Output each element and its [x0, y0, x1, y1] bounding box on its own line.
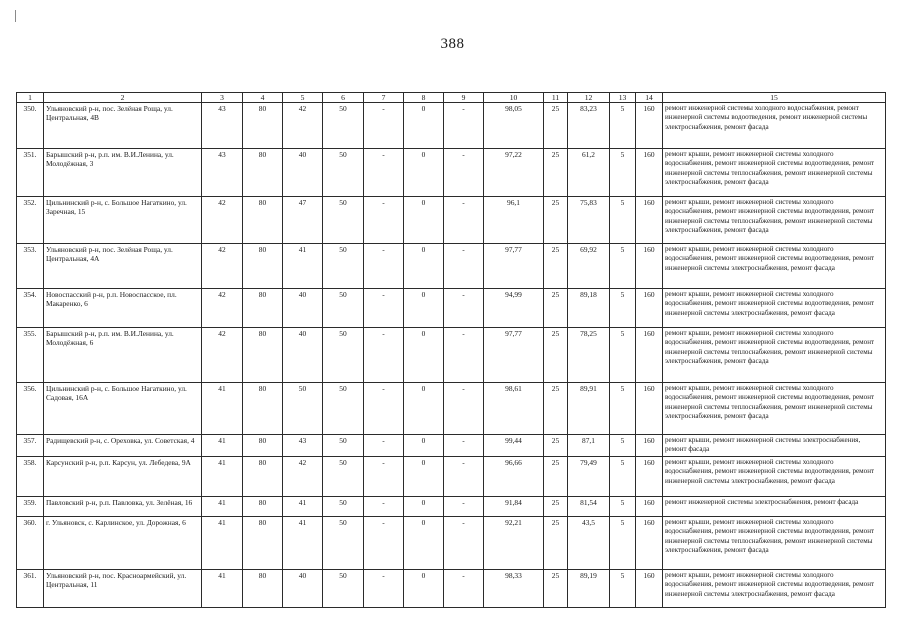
address-cell: Барышский р-н, р.п. им. В.И.Ленина, ул. Молодёжная, 3	[44, 149, 202, 197]
address-cell: Ульяновский р-н, пос. Зелёная Роща, ул. Центральная, 4А	[44, 244, 202, 289]
col-4-cell: 80	[243, 383, 283, 435]
repair-works-cell: ремонт крыши, ремонт инженерной системы холодного водоснабжения, ремонт инженерной системы водоотведения, ремонт инженерной системы теплоснабжения, ремонт инженерной системы электроснабжения, ремонт фасада	[663, 328, 886, 383]
col-3-cell: 42	[202, 289, 243, 328]
col-8-cell: 0	[404, 569, 444, 607]
col-7-cell: -	[364, 289, 404, 328]
col-10-cell: 97,77	[484, 244, 544, 289]
col-11-cell: 25	[544, 435, 568, 457]
row-number-cell: 361.	[17, 569, 44, 607]
col-5-cell: 41	[283, 516, 323, 569]
repair-works-cell: ремонт крыши, ремонт инженерной системы холодного водоснабжения, ремонт инженерной системы водоотведения, ремонт инженерной системы электроснабжения, ремонт фасада	[663, 289, 886, 328]
col-10-cell: 92,21	[484, 516, 544, 569]
table-row	[17, 149, 886, 197]
col-5-cell: 42	[283, 456, 323, 496]
scan-corner-mark	[15, 10, 16, 22]
col-9-cell: -	[444, 435, 484, 457]
col-13-cell: 5	[610, 289, 636, 328]
col-14-cell: 160	[636, 435, 663, 457]
col-9-cell: -	[444, 103, 484, 149]
col-3-cell: 43	[202, 103, 243, 149]
repair-works-cell: ремонт крыши, ремонт инженерной системы холодного водоснабжения, ремонт инженерной системы водоотведения, ремонт инженерной системы электроснабжения, ремонт фасада	[663, 244, 886, 289]
address-cell: Павловский р-н, р.п. Павловка, ул. Зелёная, 16	[44, 496, 202, 516]
address-cell: Цильнинский р-н, с. Большое Нагаткино, ул. Заречная, 15	[44, 197, 202, 244]
col-10-cell: 99,44	[484, 435, 544, 457]
col-11-cell: 25	[544, 149, 568, 197]
col-9-cell: -	[444, 289, 484, 328]
col-10-cell: 94,99	[484, 289, 544, 328]
col-4-cell: 80	[243, 197, 283, 244]
col-8-cell: 0	[404, 149, 444, 197]
col-7-cell: -	[364, 328, 404, 383]
col-4-cell: 80	[243, 569, 283, 607]
col-13-cell: 5	[610, 456, 636, 496]
col-7-cell: -	[364, 103, 404, 149]
row-number-cell: 354.	[17, 289, 44, 328]
column-header-12: 12	[568, 93, 610, 103]
col-12-cell: 78,25	[568, 328, 610, 383]
table-header	[17, 93, 886, 103]
col-14-cell: 160	[636, 103, 663, 149]
col-4-cell: 80	[243, 103, 283, 149]
repair-works-cell: ремонт крыши, ремонт инженерной системы холодного водоснабжения, ремонт инженерной системы водоотведения, ремонт инженерной системы теплоснабжения, ремонт инженерной системы электроснабжения, ремонт фасада	[663, 149, 886, 197]
column-header-2: 2	[44, 93, 202, 103]
col-5-cell: 40	[283, 328, 323, 383]
row-number-cell: 353.	[17, 244, 44, 289]
table-row	[17, 496, 886, 516]
col-13-cell: 5	[610, 435, 636, 457]
col-5-cell: 40	[283, 149, 323, 197]
col-13-cell: 5	[610, 496, 636, 516]
repair-works-cell: ремонт крыши, ремонт инженерной системы холодного водоснабжения, ремонт инженерной системы водоотведения, ремонт инженерной системы теплоснабжения, ремонт инженерной системы электроснабжения, ремонт фасада	[663, 383, 886, 435]
row-number-cell: 357.	[17, 435, 44, 457]
col-12-cell: 89,19	[568, 569, 610, 607]
col-11-cell: 25	[544, 103, 568, 149]
table-body	[17, 103, 886, 608]
col-12-cell: 79,49	[568, 456, 610, 496]
table-row	[17, 383, 886, 435]
col-9-cell: -	[444, 516, 484, 569]
col-12-cell: 69,92	[568, 244, 610, 289]
col-5-cell: 40	[283, 289, 323, 328]
address-cell: Новоспасский р-н, р.п. Новоспасское, пл. Макаренко, 6	[44, 289, 202, 328]
col-3-cell: 41	[202, 435, 243, 457]
col-8-cell: 0	[404, 244, 444, 289]
row-number-cell: 355.	[17, 328, 44, 383]
table-row	[17, 456, 886, 496]
col-9-cell: -	[444, 197, 484, 244]
col-6-cell: 50	[323, 289, 364, 328]
address-cell: Радищевский р-н, с. Ореховка, ул. Советская, 4	[44, 435, 202, 457]
col-11-cell: 25	[544, 383, 568, 435]
col-10-cell: 97,77	[484, 328, 544, 383]
column-header-8: 8	[404, 93, 444, 103]
col-5-cell: 43	[283, 435, 323, 457]
row-number-cell: 359.	[17, 496, 44, 516]
col-7-cell: -	[364, 569, 404, 607]
col-7-cell: -	[364, 435, 404, 457]
col-9-cell: -	[444, 244, 484, 289]
col-8-cell: 0	[404, 456, 444, 496]
col-7-cell: -	[364, 496, 404, 516]
col-6-cell: 50	[323, 383, 364, 435]
col-9-cell: -	[444, 456, 484, 496]
col-3-cell: 41	[202, 569, 243, 607]
col-3-cell: 41	[202, 456, 243, 496]
col-8-cell: 0	[404, 496, 444, 516]
col-14-cell: 160	[636, 456, 663, 496]
col-12-cell: 89,18	[568, 289, 610, 328]
col-5-cell: 41	[283, 244, 323, 289]
col-6-cell: 50	[323, 456, 364, 496]
col-9-cell: -	[444, 569, 484, 607]
address-cell: Барышский р-н, р.п. им. В.И.Ленина, ул. Молодёжная, 6	[44, 328, 202, 383]
col-12-cell: 61,2	[568, 149, 610, 197]
col-13-cell: 5	[610, 244, 636, 289]
col-4-cell: 80	[243, 516, 283, 569]
col-14-cell: 160	[636, 328, 663, 383]
col-8-cell: 0	[404, 383, 444, 435]
col-6-cell: 50	[323, 103, 364, 149]
column-header-7: 7	[364, 93, 404, 103]
col-7-cell: -	[364, 149, 404, 197]
column-header-14: 14	[636, 93, 663, 103]
col-9-cell: -	[444, 328, 484, 383]
col-5-cell: 50	[283, 383, 323, 435]
col-14-cell: 160	[636, 496, 663, 516]
address-cell: Ульяновский р-н, пос. Красноармейский, ул. Центральная, 11	[44, 569, 202, 607]
col-7-cell: -	[364, 383, 404, 435]
column-number-row	[17, 93, 886, 103]
col-3-cell: 42	[202, 197, 243, 244]
col-11-cell: 25	[544, 289, 568, 328]
row-number-cell: 358.	[17, 456, 44, 496]
table-row	[17, 328, 886, 383]
col-6-cell: 50	[323, 149, 364, 197]
col-3-cell: 41	[202, 383, 243, 435]
col-11-cell: 25	[544, 516, 568, 569]
col-4-cell: 80	[243, 496, 283, 516]
column-header-13: 13	[610, 93, 636, 103]
col-11-cell: 25	[544, 496, 568, 516]
col-9-cell: -	[444, 496, 484, 516]
col-9-cell: -	[444, 383, 484, 435]
col-14-cell: 160	[636, 516, 663, 569]
address-cell: г. Ульяновск, с. Карлинское, ул. Дорожная, 6	[44, 516, 202, 569]
col-11-cell: 25	[544, 197, 568, 244]
repair-works-cell: ремонт крыши, ремонт инженерной системы холодного водоснабжения, ремонт инженерной системы водоотведения, ремонт инженерной системы электроснабжения, ремонт фасада	[663, 456, 886, 496]
col-12-cell: 87,1	[568, 435, 610, 457]
col-6-cell: 50	[323, 516, 364, 569]
col-7-cell: -	[364, 244, 404, 289]
col-11-cell: 25	[544, 456, 568, 496]
row-number-cell: 356.	[17, 383, 44, 435]
col-4-cell: 80	[243, 149, 283, 197]
col-13-cell: 5	[610, 197, 636, 244]
col-12-cell: 83,23	[568, 103, 610, 149]
col-10-cell: 98,33	[484, 569, 544, 607]
col-12-cell: 75,83	[568, 197, 610, 244]
col-12-cell: 81,54	[568, 496, 610, 516]
row-number-cell: 350.	[17, 103, 44, 149]
col-5-cell: 41	[283, 496, 323, 516]
row-number-cell: 351.	[17, 149, 44, 197]
address-cell: Цильнинский р-н, с. Большое Нагаткино, ул. Садовая, 16А	[44, 383, 202, 435]
column-header-6: 6	[323, 93, 364, 103]
row-number-cell: 352.	[17, 197, 44, 244]
col-3-cell: 41	[202, 516, 243, 569]
col-12-cell: 89,91	[568, 383, 610, 435]
col-7-cell: -	[364, 516, 404, 569]
col-8-cell: 0	[404, 516, 444, 569]
col-14-cell: 160	[636, 197, 663, 244]
col-11-cell: 25	[544, 328, 568, 383]
row-number-cell: 360.	[17, 516, 44, 569]
repair-works-cell: ремонт крыши, ремонт инженерной системы холодного водоснабжения, ремонт инженерной системы водоотведения, ремонт инженерной системы теплоснабжения, ремонт инженерной системы электроснабжения, ремонт фасада	[663, 516, 886, 569]
col-13-cell: 5	[610, 569, 636, 607]
col-10-cell: 96,66	[484, 456, 544, 496]
col-6-cell: 50	[323, 435, 364, 457]
column-header-15: 15	[663, 93, 886, 103]
table-row	[17, 244, 886, 289]
housing-repair-table	[16, 92, 886, 608]
col-4-cell: 80	[243, 456, 283, 496]
col-10-cell: 98,61	[484, 383, 544, 435]
repair-works-cell: ремонт крыши, ремонт инженерной системы холодного водоснабжения, ремонт инженерной системы водоотведения, ремонт инженерной системы электроснабжения, ремонт фасада	[663, 569, 886, 607]
repair-works-cell: ремонт инженерной системы электроснабжения, ремонт фасада	[663, 496, 886, 516]
col-5-cell: 40	[283, 569, 323, 607]
col-6-cell: 50	[323, 328, 364, 383]
col-13-cell: 5	[610, 383, 636, 435]
col-5-cell: 42	[283, 103, 323, 149]
column-header-3: 3	[202, 93, 243, 103]
address-cell: Карсунский р-н, р.п. Карсун, ул. Лебедева, 9А	[44, 456, 202, 496]
repair-works-cell: ремонт крыши, ремонт инженерной системы электроснабжения, ремонт фасада	[663, 435, 886, 457]
col-13-cell: 5	[610, 516, 636, 569]
col-14-cell: 160	[636, 244, 663, 289]
col-14-cell: 160	[636, 569, 663, 607]
col-13-cell: 5	[610, 149, 636, 197]
col-14-cell: 160	[636, 383, 663, 435]
col-6-cell: 50	[323, 496, 364, 516]
col-13-cell: 5	[610, 328, 636, 383]
col-6-cell: 50	[323, 244, 364, 289]
col-4-cell: 80	[243, 435, 283, 457]
col-4-cell: 80	[243, 328, 283, 383]
col-8-cell: 0	[404, 103, 444, 149]
col-7-cell: -	[364, 197, 404, 244]
page-number: 388	[440, 36, 465, 52]
table-row	[17, 103, 886, 149]
table-row	[17, 289, 886, 328]
col-11-cell: 25	[544, 244, 568, 289]
col-8-cell: 0	[404, 289, 444, 328]
column-header-4: 4	[243, 93, 283, 103]
address-cell: Ульяновский р-н, пос. Зелёная Роща, ул. Центральная, 4В	[44, 103, 202, 149]
col-8-cell: 0	[404, 328, 444, 383]
col-10-cell: 98,05	[484, 103, 544, 149]
col-13-cell: 5	[610, 103, 636, 149]
col-10-cell: 91,84	[484, 496, 544, 516]
col-14-cell: 160	[636, 149, 663, 197]
col-3-cell: 41	[202, 496, 243, 516]
col-8-cell: 0	[404, 197, 444, 244]
table-row	[17, 197, 886, 244]
col-3-cell: 42	[202, 244, 243, 289]
column-header-1: 1	[17, 93, 44, 103]
col-4-cell: 80	[243, 244, 283, 289]
table-row	[17, 435, 886, 457]
table-row	[17, 516, 886, 569]
col-6-cell: 50	[323, 197, 364, 244]
col-10-cell: 96,1	[484, 197, 544, 244]
col-7-cell: -	[364, 456, 404, 496]
col-11-cell: 25	[544, 569, 568, 607]
col-14-cell: 160	[636, 289, 663, 328]
table-row	[17, 569, 886, 607]
col-5-cell: 47	[283, 197, 323, 244]
col-3-cell: 43	[202, 149, 243, 197]
col-8-cell: 0	[404, 435, 444, 457]
column-header-5: 5	[283, 93, 323, 103]
column-header-11: 11	[544, 93, 568, 103]
col-12-cell: 43,5	[568, 516, 610, 569]
column-header-9: 9	[444, 93, 484, 103]
col-9-cell: -	[444, 149, 484, 197]
col-4-cell: 80	[243, 289, 283, 328]
repair-works-cell: ремонт инженерной системы холодного водоснабжения, ремонт инженерной системы водоотведения, ремонт инженерной системы электроснабжения, ремонт фасада	[663, 103, 886, 149]
col-3-cell: 42	[202, 328, 243, 383]
col-6-cell: 50	[323, 569, 364, 607]
col-10-cell: 97,22	[484, 149, 544, 197]
column-header-10: 10	[484, 93, 544, 103]
repair-works-cell: ремонт крыши, ремонт инженерной системы холодного водоснабжения, ремонт инженерной системы водоотведения, ремонт инженерной системы теплоснабжения, ремонт инженерной системы электроснабжения, ремонт фасада	[663, 197, 886, 244]
